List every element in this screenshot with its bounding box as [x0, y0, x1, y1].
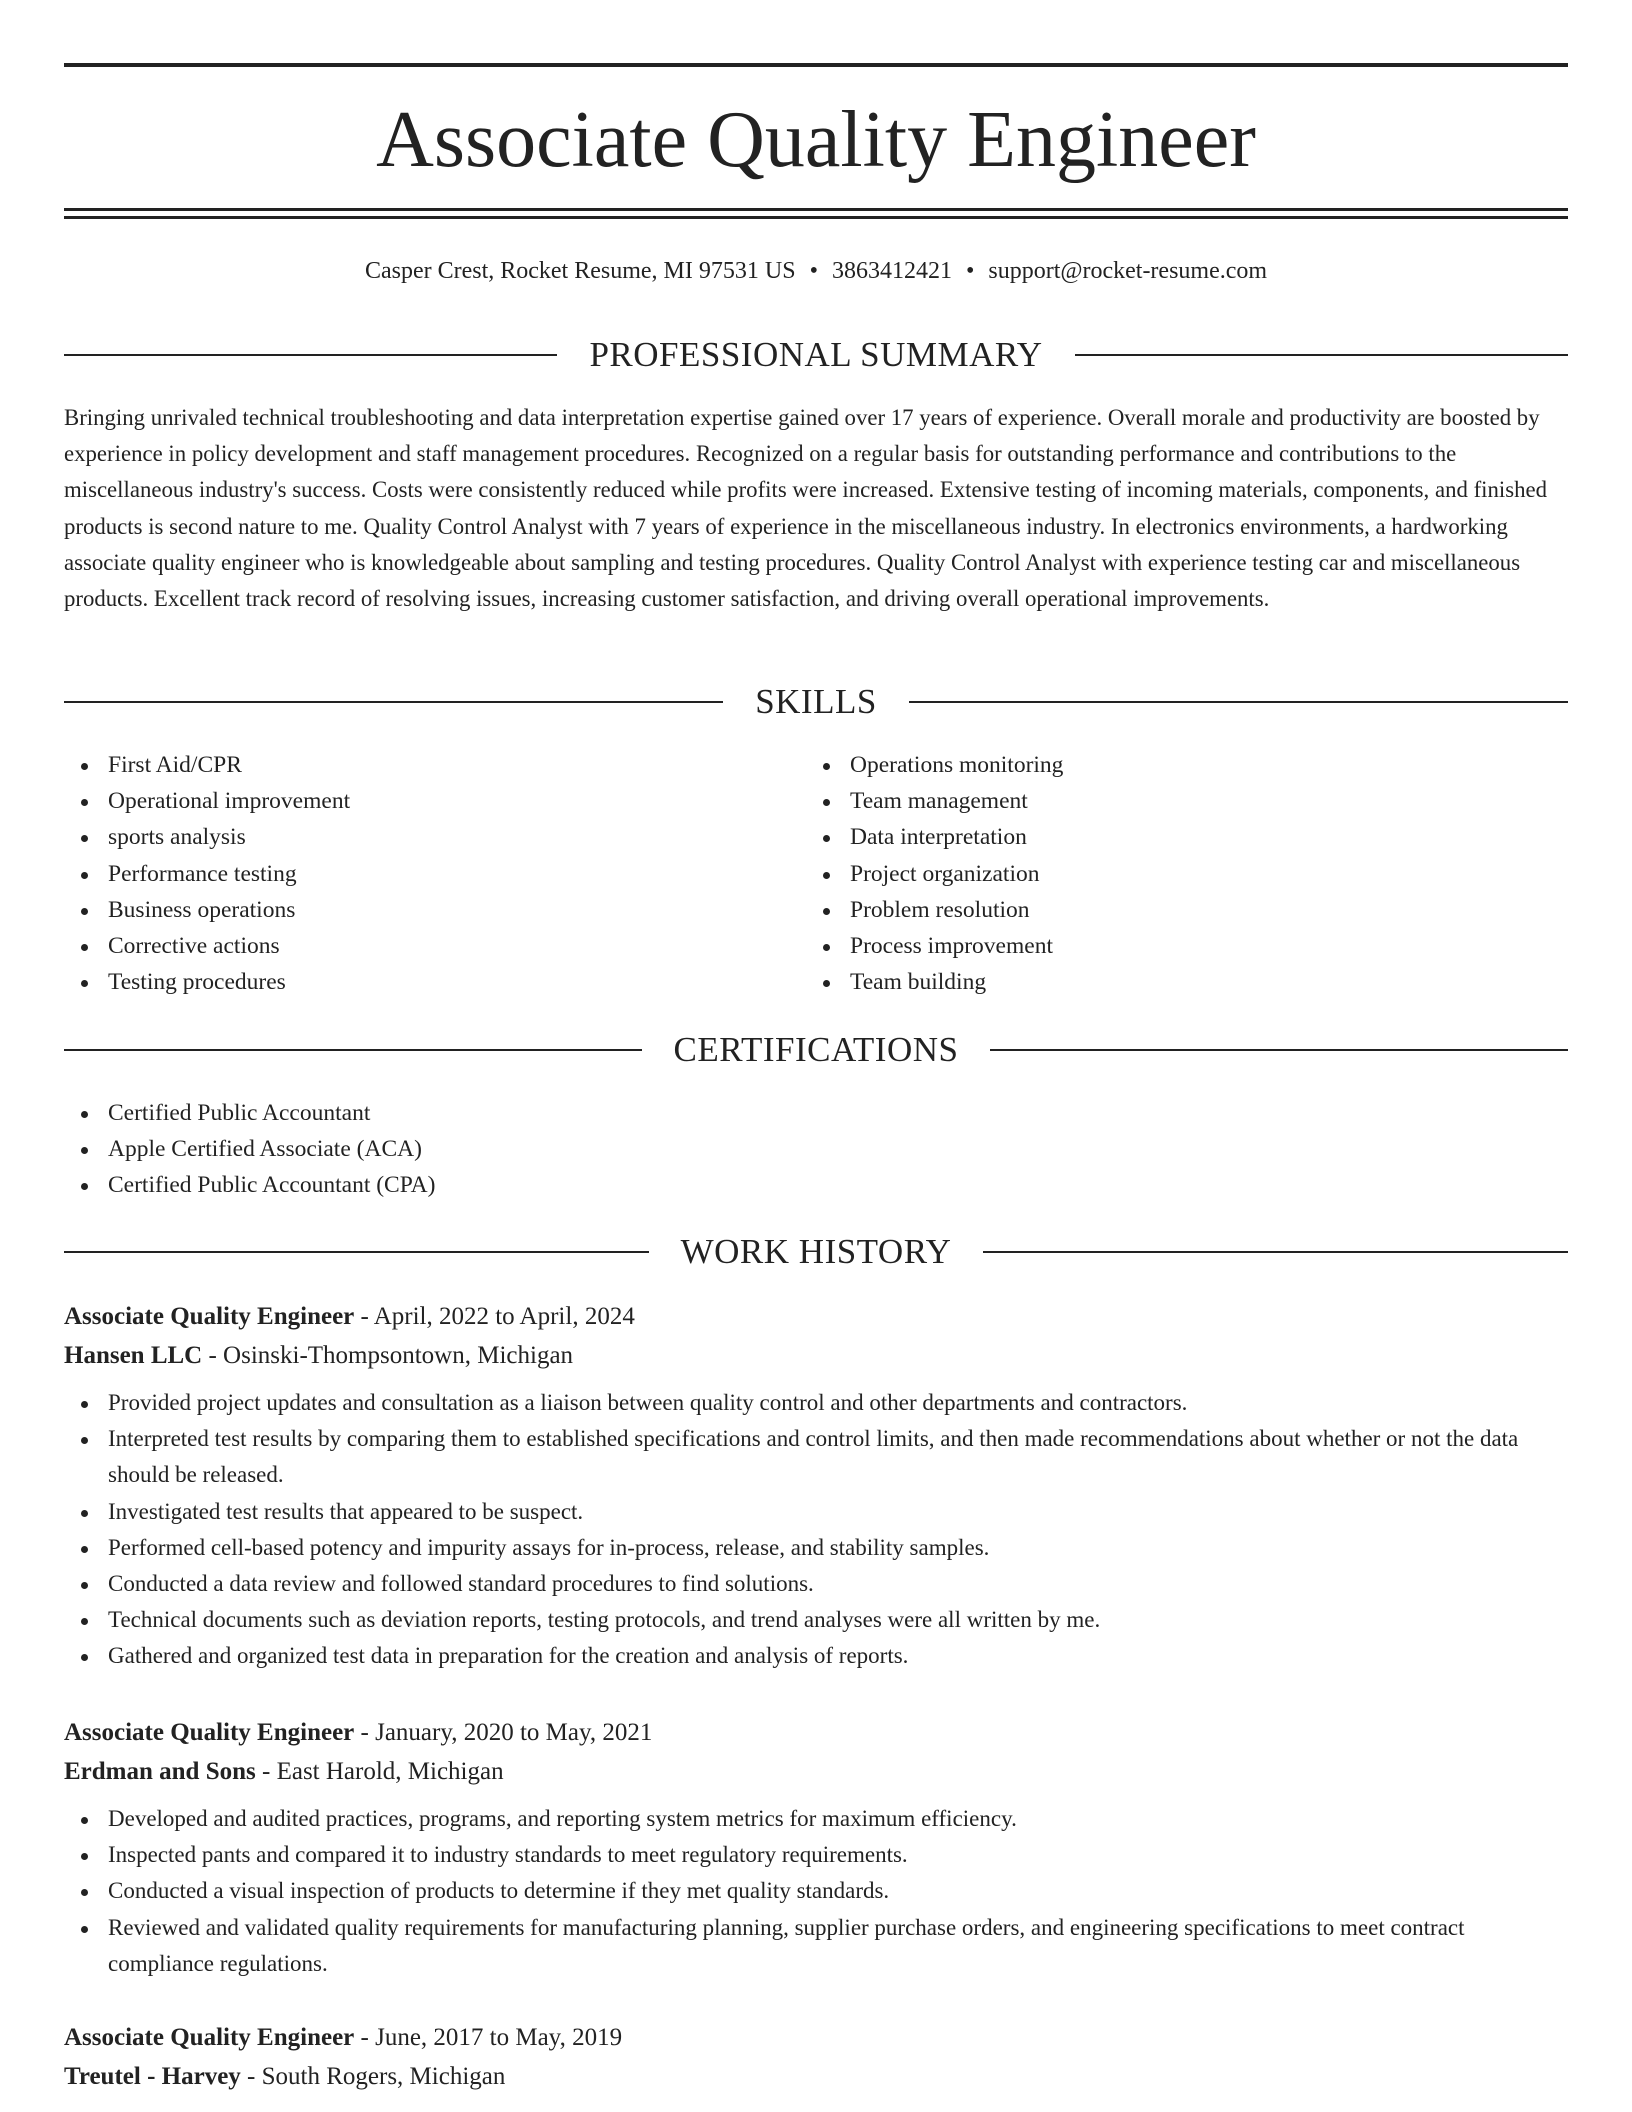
job-location: - East Harold, Michigan	[255, 1758, 504, 1785]
skill-item: Corrective actions	[64, 928, 806, 964]
job-entry	[64, 1297, 1568, 1675]
contact-phone: 3863412421	[831, 258, 952, 284]
skill-item: sports analysis	[64, 819, 806, 855]
section-header-certifications	[64, 1028, 1568, 1072]
job-entry	[64, 1713, 1568, 1982]
job-bullet: Inspected pants and compared it to industry standards to meet regulatory requirements.	[64, 1837, 1568, 1873]
section-title-skills: SKILLS	[755, 682, 877, 721]
section-header-summary	[64, 333, 1568, 377]
header-top-rule	[64, 63, 1568, 67]
job-title: Associate Quality Engineer	[64, 2024, 355, 2051]
job-bullet: Performed cell-based potency and impurity assays for in-process, release, and stability samples.	[64, 1530, 1568, 1566]
job-bullets	[64, 1385, 1568, 1675]
resume-title: Associate Quality Engineer	[376, 96, 1256, 184]
skill-item: Team building	[806, 964, 1568, 1000]
job-dates: - April, 2022 to April, 2024	[354, 1303, 635, 1330]
contact-line	[64, 254, 1568, 288]
job-company: Erdman and Sons	[64, 1758, 256, 1785]
job-location: - South Rogers, Michigan	[240, 2063, 506, 2090]
skill-item: Team management	[806, 783, 1568, 819]
section-rule	[64, 354, 557, 356]
job-company: Hansen LLC	[64, 1342, 203, 1369]
section-rule	[909, 701, 1568, 703]
skill-item: Process improvement	[806, 928, 1568, 964]
skill-item: First Aid/CPR	[64, 747, 806, 783]
section-rule	[990, 1049, 1568, 1051]
job-title-line	[64, 1297, 1568, 1336]
section-title-work-history: WORK HISTORY	[680, 1232, 952, 1271]
job-bullet: Conducted a visual inspection of products to determine if they met quality standards.	[64, 1873, 1568, 1909]
job-bullet: Developed and audited practices, programs, and reporting system metrics for maximum efficiency.	[64, 1801, 1568, 1837]
section-rule	[1075, 354, 1568, 356]
job-title: Associate Quality Engineer	[64, 1719, 355, 1746]
contact-separator: •	[809, 258, 818, 284]
job-location: - Osinski-Thompsontown, Michigan	[202, 1342, 574, 1369]
job-title: Associate Quality Engineer	[64, 1303, 355, 1330]
job-company-line	[64, 1336, 1568, 1375]
header-double-rule-lower	[64, 216, 1568, 219]
skill-item: Problem resolution	[806, 892, 1568, 928]
skill-item: Performance testing	[64, 856, 806, 892]
skill-item: Data interpretation	[806, 819, 1568, 855]
summary-paragraph: Bringing unrivaled technical troubleshooting and data interpretation expertise gained over 17 years of experience. Overall morale and productivity are boosted by experience in policy development and staff management procedures. Recognized on a regular basis for outstanding performance and contributions to the miscellaneous industry's success. Costs were consistently reduced while profits were increased. Extensive testing of incoming materials, components, and finished products is second nature to me. Quality Control Analyst with 7 years of experience in the miscellaneous industry. In electronics environments, a hardworking associate quality engineer who is knowledgeable about sampling and testing procedures. Quality Control Analyst with experience testing car and miscellaneous products. Excellent track record of resolving issues, increasing customer satisfaction, and driving overall operational improvements.	[64, 405, 1548, 612]
certifications-list	[64, 1095, 1568, 1204]
skill-item: Operations monitoring	[806, 747, 1568, 783]
job-dates: - June, 2017 to May, 2019	[354, 2024, 623, 2051]
job-bullet: Interpreted test results by comparing them to established specifications and control limits, and then made recommendations about whether or not the data should be released.	[64, 1421, 1568, 1493]
section-header-skills	[64, 680, 1568, 724]
job-bullet: Provided project updates and consultation as a liaison between quality control and other departments and contractors.	[64, 1385, 1568, 1421]
section-rule	[64, 1049, 642, 1051]
skill-item: Project organization	[806, 856, 1568, 892]
job-entry	[64, 2018, 1568, 2096]
job-bullets	[64, 1801, 1568, 1982]
job-company: Treutel - Harvey	[64, 2063, 241, 2090]
contact-separator: •	[965, 258, 975, 284]
skills-list-left	[64, 747, 806, 1000]
job-company-line	[64, 1752, 1568, 1791]
section-header-work-history	[64, 1230, 1568, 1274]
skill-item: Testing procedures	[64, 964, 806, 1000]
job-bullet: Conducted a data review and followed standard procedures to find solutions.	[64, 1566, 1568, 1602]
contact-address: Casper Crest, Rocket Resume, MI 97531 US	[364, 258, 796, 284]
section-title-summary: PROFESSIONAL SUMMARY	[589, 335, 1043, 374]
section-rule	[983, 1251, 1568, 1253]
job-title-line	[64, 2018, 1568, 2057]
section-rule	[64, 1251, 649, 1253]
job-bullet: Investigated test results that appeared to be suspect.	[64, 1494, 1568, 1530]
job-title-line	[64, 1713, 1568, 1752]
job-bullet: Reviewed and validated quality requirements for manufacturing planning, supplier purchase orders, and engineering specifications to meet contract compliance regulations.	[64, 1910, 1568, 1982]
skill-item: Business operations	[64, 892, 806, 928]
section-rule	[64, 701, 723, 703]
contact-email: support@rocket-resume.com	[988, 258, 1268, 284]
job-company-line	[64, 2057, 1568, 2096]
header-double-rule-upper	[64, 208, 1568, 211]
section-title-certifications: CERTIFICATIONS	[673, 1030, 959, 1069]
certification-item: Certified Public Accountant	[64, 1095, 1568, 1131]
job-dates: - January, 2020 to May, 2021	[354, 1719, 653, 1746]
skill-item: Operational improvement	[64, 783, 806, 819]
job-bullet: Technical documents such as deviation reports, testing protocols, and trend analyses were all written by me.	[64, 1602, 1568, 1638]
skills-list-right	[806, 747, 1568, 1000]
certification-item: Apple Certified Associate (ACA)	[64, 1131, 1568, 1167]
certification-item: Certified Public Accountant (CPA)	[64, 1167, 1568, 1203]
job-bullet: Gathered and organized test data in preparation for the creation and analysis of reports.	[64, 1638, 1568, 1674]
